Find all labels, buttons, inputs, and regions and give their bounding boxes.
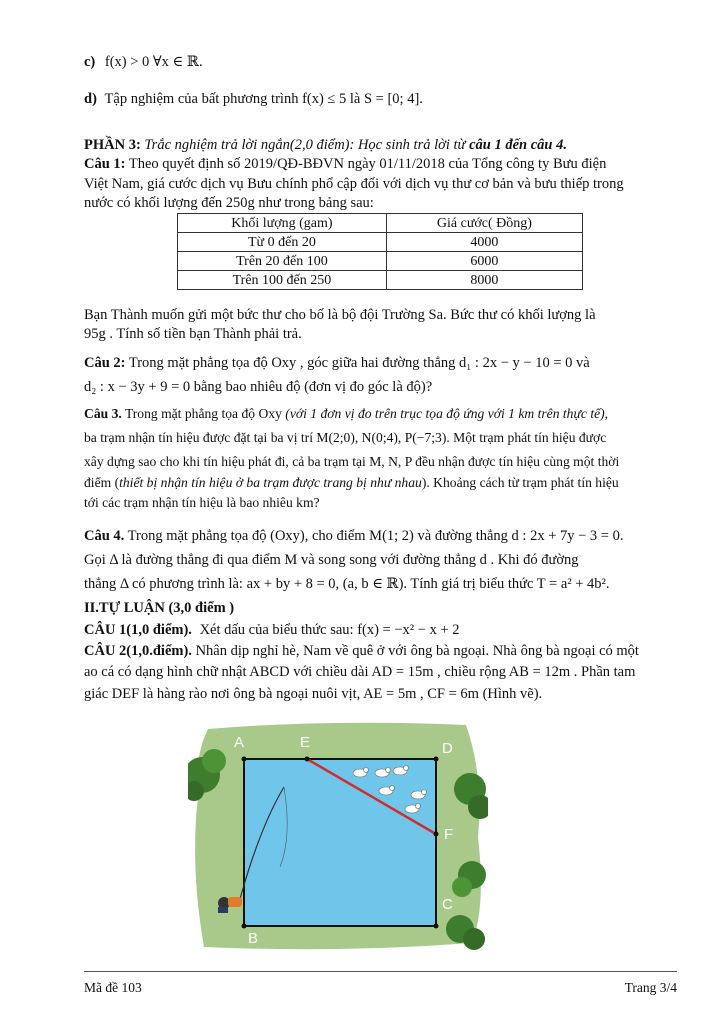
footer-divider — [84, 971, 677, 972]
table-row — [178, 252, 583, 271]
q1-label: Câu 1: — [84, 156, 126, 172]
q3-text1b: (với 1 đơn vị đo trên trục tọa độ ứng với 1 km trên thực tế), — [285, 406, 609, 421]
essay-heading — [84, 598, 677, 619]
essay-c2-line1 — [84, 641, 677, 662]
q1-after2: 95g . Tính số tiền bạn Thành phải trả. — [84, 326, 302, 342]
label-c: C — [442, 896, 453, 913]
q3-line5: tới các trạm nhận tín hiệu là bao nhiêu km? — [84, 495, 320, 510]
q3-label: Câu 3. — [84, 406, 122, 421]
q3-line1 — [84, 403, 677, 424]
point-e — [305, 757, 310, 762]
q1-line2: Việt Nam, giá cước dịch vụ Bưu chính phổ cập đối với dịch vụ thư cơ bản và bưu thiếp trong — [84, 176, 624, 192]
postage-table — [177, 213, 583, 290]
essay-c1-text: Xét dấu của biểu thức sau: f(x) = −x² − x + 2 — [199, 622, 460, 638]
q1-line3: nước có khối lượng đến 250g như trong bảng sau: — [84, 195, 374, 211]
table-header-price: Giá cước( Đồng) — [386, 214, 582, 233]
q3-text4c: ). Khoảng cách từ trạm phát tín hiệu — [421, 475, 619, 490]
q3-text1a: Trong mặt phẳng tọa độ Oxy — [124, 406, 282, 421]
point-c — [434, 924, 439, 929]
label-d: D — [442, 740, 453, 757]
q1-text1: Theo quyết định số 2019/QĐ-BĐVN ngày 01/11/2018 của Tổng công ty Bưu điện — [128, 156, 607, 172]
q4-line3: thẳng Δ có phương trình là: ax + by + 8 = 0, (a, b ∈ ℝ). Tính giá trị biểu thức T = a² + 4b². — [84, 576, 610, 592]
q4-label: Câu 4. — [84, 528, 125, 544]
table-cell: Trên 20 đến 100 — [178, 252, 387, 271]
q3-text4b: thiết bị nhận tín hiệu ở ba trạm được trang bị như nhau — [119, 475, 422, 490]
statement-c-text: f(x) > 0 ∀x ∈ ℝ. — [104, 54, 203, 70]
statement-d — [84, 89, 677, 110]
part3-note-bold: câu 1 đến câu 4. — [469, 137, 567, 153]
essay-c2-text1: Nhân dịp nghỉ hè, Nam về quê ở với ông bà ngoại. Nhà ông bà ngoại có một — [195, 643, 639, 659]
essay-c2-label: CÂU 2(1,0.điểm). — [84, 643, 192, 659]
part3-heading — [84, 135, 677, 156]
essay-c1 — [84, 620, 677, 641]
table-header-row — [178, 214, 583, 233]
point-a — [242, 757, 247, 762]
q4-line1 — [84, 526, 677, 547]
statement-c-label: c) — [84, 54, 96, 70]
q2-label: Câu 2: — [84, 355, 126, 371]
table-row — [178, 233, 583, 252]
q4-text1: Trong mặt phẳng tọa độ (Oxy), cho điểm M(1; 2) và đường thẳng d : 2x + 7y − 3 = 0. — [127, 528, 624, 544]
q4-line2: Gọi Δ là đường thẳng đi qua điểm M và song song với đường thẳng d . Khi đó đường — [84, 552, 579, 568]
q3-text4a: điểm ( — [84, 475, 120, 490]
label-a: A — [234, 734, 245, 751]
footer-page-number: Trang 3/4 — [624, 980, 677, 995]
label-e: E — [300, 734, 311, 751]
essay-c2-line3: giác DEF là hàng rào nơi ông bà ngoại nuôi vịt, AE = 5m , CF = 6m (Hình vẽ). — [84, 686, 543, 702]
q3-line4 — [84, 472, 677, 493]
statement-d-text: Tập nghiệm của bất phương trình f(x) ≤ 5 là S = [0; 4]. — [104, 91, 423, 107]
q2-text1: Trong mặt phẳng tọa độ Oxy , góc giữa hai đường thẳng d₁ : 2x − y − 10 = 0 và — [128, 355, 590, 371]
essay-title: II.TỰ LUẬN (3,0 điểm ) — [84, 600, 235, 616]
part3-title: PHẦN 3: — [84, 137, 141, 153]
table-cell: Trên 100 đến 250 — [178, 271, 387, 290]
table-cell: 8000 — [386, 271, 582, 290]
q3-line3: xây dựng sao cho khi tín hiệu phát đi, cả ba trạm tại M, N, P đều nhận được tín hiệu cùng một thời — [84, 454, 620, 469]
point-b — [242, 924, 247, 929]
statement-c — [84, 52, 677, 73]
q2-line1 — [84, 353, 677, 374]
footer-exam-code: Mã đề 103 — [84, 980, 142, 995]
q1-after1: Bạn Thành muốn gửi một bức thư cho bố là bộ đội Trường Sa. Bức thư có khối lượng là — [84, 307, 596, 323]
part3-note: Trắc nghiệm trả lời ngắn(2,0 điểm): Học sinh trả lời từ — [144, 137, 466, 153]
statement-d-label: d) — [84, 91, 97, 107]
label-b: B — [248, 930, 259, 947]
label-f: F — [444, 826, 454, 843]
table-cell: Từ 0 đến 20 — [178, 233, 387, 252]
q3-line2: ba trạm nhận tín hiệu được đặt tại ba vị trí M(2;0), N(0;4), P(−7;3). Một trạm phát tín hiệu được — [84, 430, 607, 445]
point-d — [434, 757, 439, 762]
q2-line2: d₂ : x − 3y + 9 = 0 bằng bao nhiêu độ (đơn vị đo góc là độ)? — [84, 379, 433, 395]
table-cell: 4000 — [386, 233, 582, 252]
bush-icon — [446, 915, 485, 950]
table-header-weight: Khối lượng (gam) — [178, 214, 387, 233]
q1-line1 — [84, 154, 677, 175]
pond-rectangle-abcd — [244, 759, 436, 926]
essay-c1-label: CÂU 1(1,0 điểm). — [84, 622, 192, 638]
table-cell: 6000 — [386, 252, 582, 271]
essay-c2-line2: ao cá có dạng hình chữ nhật ABCD với chiều dài AD = 15m , chiều rộng AB = 12m . Phần tam — [84, 664, 636, 680]
table-row — [178, 271, 583, 290]
point-f — [434, 832, 439, 837]
pond-figure — [188, 717, 488, 957]
